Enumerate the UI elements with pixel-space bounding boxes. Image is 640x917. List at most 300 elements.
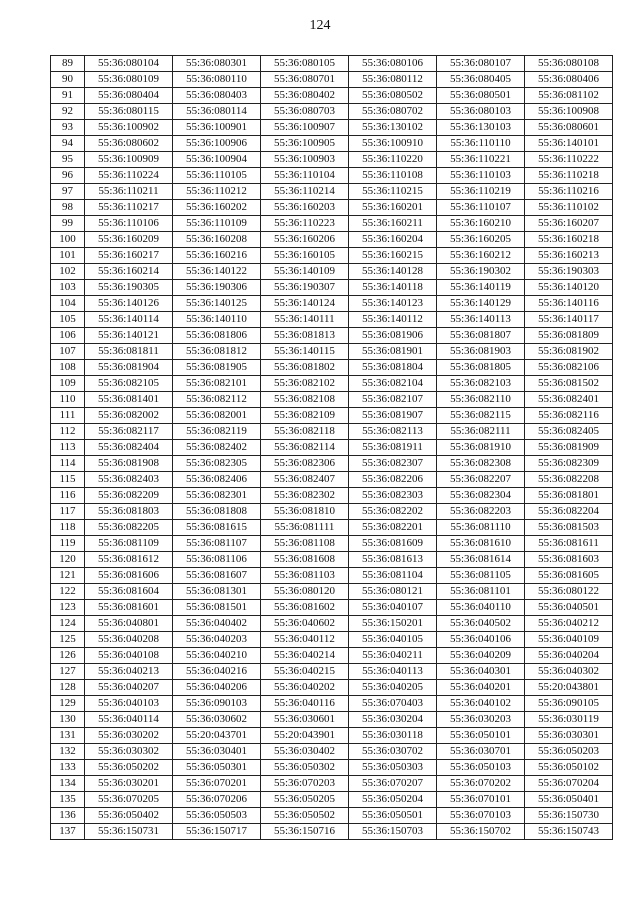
row-number-cell: 135 [51,792,85,808]
cadastral-number-cell: 55:36:040110 [437,600,525,616]
cadastral-number-cell: 55:36:080403 [173,88,261,104]
cadastral-number-cell: 55:36:082301 [173,488,261,504]
cadastral-number-cell: 55:36:081911 [349,440,437,456]
table-row [51,360,613,376]
cadastral-number-cell: 55:36:082111 [437,424,525,440]
cadastral-number-cell: 55:36:040211 [349,648,437,664]
row-number-cell: 101 [51,248,85,264]
cadastral-number-cell: 55:36:081604 [85,584,173,600]
cadastral-number-cell: 55:36:082102 [261,376,349,392]
cadastral-number-cell: 55:36:082110 [437,392,525,408]
cadastral-number-cell: 55:36:081901 [349,344,437,360]
cadastral-number-cell: 55:36:040106 [437,632,525,648]
row-number-cell: 105 [51,312,85,328]
cadastral-number-cell: 55:36:081813 [261,328,349,344]
cadastral-number-cell: 55:36:050101 [437,728,525,744]
cadastral-number-cell: 55:36:081109 [85,536,173,552]
cadastral-table [50,55,613,840]
table-row [51,728,613,744]
table-row [51,248,613,264]
cadastral-number-cell: 55:36:082208 [525,472,613,488]
row-number-cell: 106 [51,328,85,344]
cadastral-number-cell: 55:36:050205 [261,792,349,808]
cadastral-number-cell: 55:36:081805 [437,360,525,376]
cadastral-number-cell: 55:36:100906 [173,136,261,152]
cadastral-number-cell: 55:36:190303 [525,264,613,280]
cadastral-number-cell: 55:36:081108 [261,536,349,552]
cadastral-number-cell: 55:36:160204 [349,232,437,248]
table-row [51,488,613,504]
cadastral-number-cell: 55:36:081808 [173,504,261,520]
row-number-cell: 99 [51,216,85,232]
cadastral-number-cell: 55:36:080121 [349,584,437,600]
cadastral-number-cell: 55:36:080405 [437,72,525,88]
table-row [51,600,613,616]
table-row [51,136,613,152]
row-number-cell: 93 [51,120,85,136]
cadastral-number-cell: 55:36:040801 [85,616,173,632]
cadastral-number-cell: 55:36:030301 [525,728,613,744]
cadastral-number-cell: 55:36:160213 [525,248,613,264]
cadastral-number-cell: 55:36:081301 [173,584,261,600]
cadastral-number-cell: 55:36:082303 [349,488,437,504]
table-row [51,680,613,696]
cadastral-number-cell: 55:36:100905 [261,136,349,152]
row-number-cell: 131 [51,728,85,744]
cadastral-number-cell: 55:36:030204 [349,712,437,728]
cadastral-number-cell: 55:36:081612 [85,552,173,568]
cadastral-number-cell: 55:36:080108 [525,56,613,72]
row-number-cell: 136 [51,808,85,824]
cadastral-number-cell: 55:36:040201 [437,680,525,696]
cadastral-number-cell: 55:36:082119 [173,424,261,440]
cadastral-number-cell: 55:36:082101 [173,376,261,392]
table-row [51,552,613,568]
cadastral-number-cell: 55:36:040103 [85,696,173,712]
cadastral-number-cell: 55:36:081609 [349,536,437,552]
cadastral-number-cell: 55:36:140125 [173,296,261,312]
row-number-cell: 94 [51,136,85,152]
cadastral-number-cell: 55:36:030601 [261,712,349,728]
cadastral-number-cell: 55:36:081602 [261,600,349,616]
cadastral-number-cell: 55:36:110105 [173,168,261,184]
table-row [51,712,613,728]
cadastral-number-cell: 55:36:082115 [437,408,525,424]
cadastral-number-cell: 55:36:080602 [85,136,173,152]
cadastral-number-cell: 55:36:040116 [261,696,349,712]
cadastral-number-cell: 55:36:081613 [349,552,437,568]
cadastral-number-cell: 55:36:081503 [525,520,613,536]
cadastral-number-cell: 55:36:081807 [437,328,525,344]
cadastral-number-cell: 55:36:040206 [173,680,261,696]
cadastral-number-cell: 55:36:080701 [261,72,349,88]
row-number-cell: 117 [51,504,85,520]
cadastral-number-cell: 55:36:040109 [525,632,613,648]
row-number-cell: 103 [51,280,85,296]
row-number-cell: 125 [51,632,85,648]
cadastral-number-cell: 55:36:050301 [173,760,261,776]
cadastral-number-cell: 55:36:082307 [349,456,437,472]
row-number-cell: 133 [51,760,85,776]
cadastral-number-cell: 55:36:081110 [437,520,525,536]
cadastral-number-cell: 55:36:080114 [173,104,261,120]
table-row [51,520,613,536]
cadastral-number-cell: 55:36:040213 [85,664,173,680]
cadastral-number-cell: 55:20:043701 [173,728,261,744]
cadastral-number-cell: 55:36:081615 [173,520,261,536]
table-row [51,184,613,200]
cadastral-number-cell: 55:36:082209 [85,488,173,504]
cadastral-number-cell: 55:36:160218 [525,232,613,248]
cadastral-number-cell: 55:36:082405 [525,424,613,440]
cadastral-number-cell: 55:36:070203 [261,776,349,792]
table-row [51,776,613,792]
cadastral-number-cell: 55:36:150743 [525,824,613,840]
row-number-cell: 137 [51,824,85,840]
cadastral-number-cell: 55:36:160201 [349,200,437,216]
cadastral-number-cell: 55:36:070101 [437,792,525,808]
table-row [51,616,613,632]
table-row [51,408,613,424]
row-number-cell: 129 [51,696,85,712]
cadastral-number-cell: 55:36:081611 [525,536,613,552]
cadastral-number-cell: 55:36:040209 [437,648,525,664]
cadastral-number-cell: 55:36:082207 [437,472,525,488]
row-number-cell: 92 [51,104,85,120]
cadastral-number-cell: 55:36:110221 [437,152,525,168]
table-row [51,664,613,680]
table-row [51,760,613,776]
table-row [51,104,613,120]
cadastral-number-cell: 55:36:160214 [85,264,173,280]
row-number-cell: 127 [51,664,85,680]
row-number-cell: 122 [51,584,85,600]
table-row [51,376,613,392]
cadastral-number-cell: 55:36:081601 [85,600,173,616]
cadastral-number-cell: 55:36:082308 [437,456,525,472]
cadastral-number-cell: 55:36:080105 [261,56,349,72]
cadastral-number-cell: 55:36:070103 [437,808,525,824]
cadastral-number-cell: 55:36:040301 [437,664,525,680]
table-row [51,456,613,472]
cadastral-number-cell: 55:36:082404 [85,440,173,456]
cadastral-number-cell: 55:36:040602 [261,616,349,632]
cadastral-number-cell: 55:36:040204 [525,648,613,664]
cadastral-number-cell: 55:36:082402 [173,440,261,456]
cadastral-number-cell: 55:36:050202 [85,760,173,776]
cadastral-number-cell: 55:36:110107 [437,200,525,216]
cadastral-number-cell: 55:36:140119 [437,280,525,296]
cadastral-number-cell: 55:36:082117 [85,424,173,440]
cadastral-number-cell: 55:36:070202 [437,776,525,792]
cadastral-number-cell: 55:36:100907 [261,120,349,136]
cadastral-number-cell: 55:36:190306 [173,280,261,296]
row-number-cell: 113 [51,440,85,456]
cadastral-number-cell: 55:36:150201 [349,616,437,632]
row-number-cell: 111 [51,408,85,424]
cadastral-number-cell: 55:36:081908 [85,456,173,472]
table-row [51,216,613,232]
row-number-cell: 98 [51,200,85,216]
cadastral-number-cell: 55:36:040113 [349,664,437,680]
cadastral-number-cell: 55:36:160216 [173,248,261,264]
cadastral-number-cell: 55:36:082203 [437,504,525,520]
cadastral-number-cell: 55:36:040112 [261,632,349,648]
cadastral-number-cell: 55:36:050102 [525,760,613,776]
cadastral-number-cell: 55:36:130103 [437,120,525,136]
cadastral-number-cell: 55:36:160105 [261,248,349,264]
table-row [51,744,613,760]
cadastral-number-cell: 55:36:082206 [349,472,437,488]
row-number-cell: 96 [51,168,85,184]
cadastral-number-cell: 55:36:160208 [173,232,261,248]
cadastral-number-cell: 55:36:030202 [85,728,173,744]
cadastral-number-cell: 55:36:040502 [437,616,525,632]
cadastral-number-cell: 55:36:081811 [85,344,173,360]
cadastral-number-cell: 55:36:081103 [261,568,349,584]
cadastral-number-cell: 55:36:110217 [85,200,173,216]
cadastral-number-cell: 55:36:081810 [261,504,349,520]
cadastral-number-cell: 55:36:110218 [525,168,613,184]
cadastral-number-cell: 55:36:081101 [437,584,525,600]
cadastral-number-cell: 55:36:082116 [525,408,613,424]
row-number-cell: 112 [51,424,85,440]
row-number-cell: 119 [51,536,85,552]
row-number-cell: 123 [51,600,85,616]
row-number-cell: 107 [51,344,85,360]
row-number-cell: 104 [51,296,85,312]
cadastral-number-cell: 55:36:080110 [173,72,261,88]
cadastral-number-cell: 55:36:050401 [525,792,613,808]
row-number-cell: 132 [51,744,85,760]
cadastral-number-cell: 55:36:140117 [525,312,613,328]
cadastral-number-cell: 55:36:080109 [85,72,173,88]
cadastral-number-cell: 55:36:081401 [85,392,173,408]
cadastral-number-cell: 55:36:140126 [85,296,173,312]
cadastral-number-cell: 55:36:040105 [349,632,437,648]
cadastral-number-cell: 55:36:160206 [261,232,349,248]
cadastral-number-cell: 55:36:050103 [437,760,525,776]
cadastral-number-cell: 55:36:030702 [349,744,437,760]
cadastral-number-cell: 55:36:082002 [85,408,173,424]
table-body [51,56,613,840]
cadastral-number-cell: 55:36:190302 [437,264,525,280]
cadastral-number-cell: 55:36:150730 [525,808,613,824]
row-number-cell: 102 [51,264,85,280]
cadastral-number-cell: 55:36:081104 [349,568,437,584]
table-row [51,632,613,648]
table-row [51,440,613,456]
cadastral-number-cell: 55:36:081501 [173,600,261,616]
row-number-cell: 130 [51,712,85,728]
cadastral-number-cell: 55:36:081902 [525,344,613,360]
cadastral-number-cell: 55:36:040402 [173,616,261,632]
cadastral-number-cell: 55:36:100908 [525,104,613,120]
cadastral-number-cell: 55:36:050303 [349,760,437,776]
row-number-cell: 91 [51,88,85,104]
cadastral-number-cell: 55:36:030401 [173,744,261,760]
cadastral-number-cell: 55:36:160202 [173,200,261,216]
cadastral-number-cell: 55:36:081907 [349,408,437,424]
table-row [51,72,613,88]
cadastral-number-cell: 55:36:081610 [437,536,525,552]
cadastral-number-cell: 55:36:160209 [85,232,173,248]
table-row [51,696,613,712]
cadastral-number-cell: 55:36:100902 [85,120,173,136]
cadastral-number-cell: 55:36:080115 [85,104,173,120]
table-row [51,424,613,440]
cadastral-number-cell: 55:36:030201 [85,776,173,792]
cadastral-number-cell: 55:36:082401 [525,392,613,408]
cadastral-number-cell: 55:36:081803 [85,504,173,520]
table-row [51,280,613,296]
cadastral-number-cell: 55:36:110212 [173,184,261,200]
row-number-cell: 95 [51,152,85,168]
cadastral-number-cell: 55:36:110106 [85,216,173,232]
cadastral-number-cell: 55:36:080404 [85,88,173,104]
cadastral-number-cell: 55:36:081905 [173,360,261,376]
cadastral-number-cell: 55:36:030701 [437,744,525,760]
cadastral-number-cell: 55:36:100910 [349,136,437,152]
table-row [51,328,613,344]
cadastral-number-cell: 55:36:150717 [173,824,261,840]
cadastral-number-cell: 55:36:090103 [173,696,261,712]
cadastral-number-cell: 55:36:081107 [173,536,261,552]
cadastral-number-cell: 55:36:080103 [437,104,525,120]
cadastral-number-cell: 55:36:080502 [349,88,437,104]
cadastral-number-cell: 55:36:040208 [85,632,173,648]
cadastral-number-cell: 55:36:080402 [261,88,349,104]
page-number: 124 [309,18,331,33]
cadastral-number-cell: 55:36:050302 [261,760,349,776]
cadastral-number-cell: 55:36:110103 [437,168,525,184]
cadastral-number-cell: 55:36:082202 [349,504,437,520]
cadastral-number-cell: 55:36:080120 [261,584,349,600]
table-row [51,232,613,248]
cadastral-number-cell: 55:36:081614 [437,552,525,568]
cadastral-number-cell: 55:36:070205 [85,792,173,808]
row-number-cell: 121 [51,568,85,584]
cadastral-number-cell: 55:36:081102 [525,88,613,104]
cadastral-number-cell: 55:36:110108 [349,168,437,184]
cadastral-number-cell: 55:36:082001 [173,408,261,424]
cadastral-number-cell: 55:36:140109 [261,264,349,280]
cadastral-number-cell: 55:36:082105 [85,376,173,392]
cadastral-number-cell: 55:36:110220 [349,152,437,168]
cadastral-number-cell: 55:36:110214 [261,184,349,200]
cadastral-number-cell: 55:36:140113 [437,312,525,328]
cadastral-number-cell: 55:36:081903 [437,344,525,360]
table-row [51,56,613,72]
cadastral-number-cell: 55:36:110211 [85,184,173,200]
cadastral-number-cell: 55:36:140121 [85,328,173,344]
cadastral-number-cell: 55:20:043801 [525,680,613,696]
cadastral-number-cell: 55:36:081804 [349,360,437,376]
cadastral-number-cell: 55:36:082103 [437,376,525,392]
cadastral-number-cell: 55:36:040214 [261,648,349,664]
cadastral-number-cell: 55:36:050503 [173,808,261,824]
cadastral-number-cell: 55:36:140112 [349,312,437,328]
cadastral-number-cell: 55:36:082309 [525,456,613,472]
cadastral-number-cell: 55:36:110223 [261,216,349,232]
row-number-cell: 108 [51,360,85,376]
table-row [51,808,613,824]
cadastral-number-cell: 55:36:140114 [85,312,173,328]
row-number-cell: 124 [51,616,85,632]
cadastral-number-cell: 55:36:082118 [261,424,349,440]
cadastral-number-cell: 55:36:140129 [437,296,525,312]
cadastral-number-cell: 55:36:081809 [525,328,613,344]
cadastral-number-cell: 55:36:070207 [349,776,437,792]
cadastral-number-cell: 55:36:081806 [173,328,261,344]
cadastral-number-cell: 55:36:070204 [525,776,613,792]
cadastral-number-cell: 55:36:160217 [85,248,173,264]
cadastral-number-cell: 55:36:160211 [349,216,437,232]
table-row [51,264,613,280]
row-number-cell: 116 [51,488,85,504]
cadastral-number-cell: 55:36:080122 [525,584,613,600]
cadastral-number-cell: 55:36:140111 [261,312,349,328]
cadastral-number-cell: 55:36:082407 [261,472,349,488]
cadastral-number-cell: 55:36:080406 [525,72,613,88]
table-row [51,344,613,360]
cadastral-number-cell: 55:36:040212 [525,616,613,632]
cadastral-number-cell: 55:36:100903 [261,152,349,168]
cadastral-number-cell: 55:36:150703 [349,824,437,840]
cadastral-number-cell: 55:36:080104 [85,56,173,72]
cadastral-number-cell: 55:36:080703 [261,104,349,120]
table-row [51,824,613,840]
table-row [51,472,613,488]
cadastral-number-cell: 55:36:110222 [525,152,613,168]
table-row [51,392,613,408]
cadastral-number-cell: 55:36:081802 [261,360,349,376]
cadastral-number-cell: 55:36:090105 [525,696,613,712]
cadastral-number-cell: 55:36:030302 [85,744,173,760]
table-row [51,648,613,664]
cadastral-number-cell: 55:36:082406 [173,472,261,488]
cadastral-number-cell: 55:36:080112 [349,72,437,88]
cadastral-number-cell: 55:36:040203 [173,632,261,648]
cadastral-number-cell: 55:36:080601 [525,120,613,136]
cadastral-number-cell: 55:36:082201 [349,520,437,536]
cadastral-number-cell: 55:36:081906 [349,328,437,344]
cadastral-number-cell: 55:36:140115 [261,344,349,360]
cadastral-number-cell: 55:36:040207 [85,680,173,696]
row-number-cell: 128 [51,680,85,696]
row-number-cell: 110 [51,392,85,408]
cadastral-number-cell: 55:36:081502 [525,376,613,392]
table-row [51,296,613,312]
cadastral-number-cell: 55:36:050502 [261,808,349,824]
row-number-cell: 100 [51,232,85,248]
cadastral-number-cell: 55:36:030402 [261,744,349,760]
table-row [51,168,613,184]
cadastral-number-cell: 55:36:082205 [85,520,173,536]
cadastral-number-cell: 55:36:040202 [261,680,349,696]
row-number-cell: 114 [51,456,85,472]
cadastral-number-cell: 55:36:081801 [525,488,613,504]
cadastral-number-cell: 55:36:140128 [349,264,437,280]
cadastral-number-cell: 55:36:080106 [349,56,437,72]
cadastral-number-cell: 55:36:160210 [437,216,525,232]
cadastral-number-cell: 55:36:050402 [85,808,173,824]
cadastral-number-cell: 55:36:160203 [261,200,349,216]
cadastral-number-cell: 55:36:082112 [173,392,261,408]
cadastral-number-cell: 55:36:040216 [173,664,261,680]
cadastral-number-cell: 55:36:110102 [525,200,613,216]
cadastral-number-cell: 55:36:070201 [173,776,261,792]
